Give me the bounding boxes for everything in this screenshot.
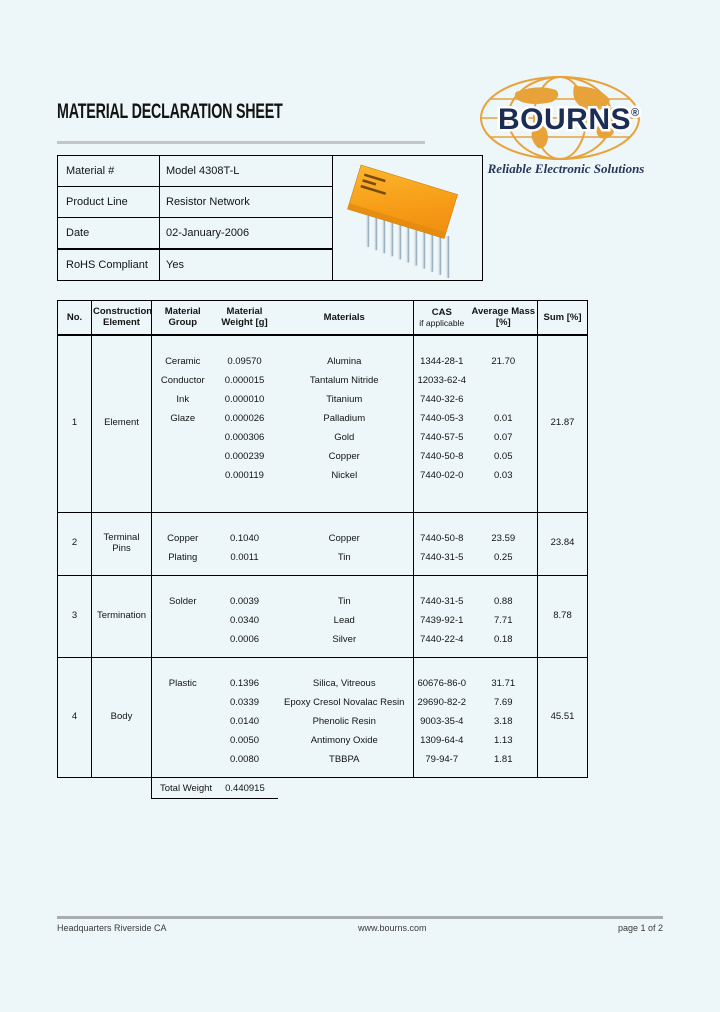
info-value: Yes	[160, 249, 333, 281]
column-header: CAS if applicable	[414, 301, 470, 335]
cas-number: 79-94-7	[425, 753, 459, 765]
material-name: Tantalum Nitride	[276, 372, 414, 391]
material-group: Ceramic	[165, 355, 201, 367]
average-mass: 3.18	[470, 713, 538, 732]
total-weight-row	[151, 778, 278, 799]
info-value: Resistor Network	[160, 187, 333, 218]
column-header: Construction Element	[92, 301, 152, 335]
material-group	[152, 612, 214, 631]
material-name: TBBPA	[276, 751, 414, 770]
material-name: Epoxy Cresol Novalac Resin	[276, 694, 414, 713]
empty-cell	[152, 657, 414, 675]
average-mass: 1.81	[470, 751, 538, 770]
material-weight: 0.0340	[229, 614, 260, 626]
material-group	[152, 448, 214, 467]
section-number: 3	[58, 575, 92, 657]
total-weight-label: Total Weight	[160, 782, 213, 794]
material-group	[152, 467, 214, 486]
total-weight-value: 0.440915	[225, 782, 265, 794]
material-name: Lead	[276, 612, 414, 631]
cas-number: 7439-92-1	[420, 614, 464, 626]
material-group: Plating	[168, 551, 198, 563]
cas-number: 7440-31-5	[420, 595, 464, 607]
section-start-row	[58, 657, 588, 675]
material-group: Copper	[167, 532, 199, 544]
footer-website: www.bourns.com	[357, 923, 427, 933]
empty-cell	[414, 657, 538, 675]
title-divider	[57, 141, 425, 144]
cas-number: 12033-62-4	[417, 374, 467, 386]
info-label: RoHS Compliant	[58, 249, 160, 281]
empty-cell	[152, 568, 414, 576]
section-number: 4	[58, 657, 92, 777]
table-body	[58, 335, 588, 778]
sum-percent: 45.51	[538, 657, 588, 777]
empty-cell	[414, 650, 538, 658]
column-header: Materials	[276, 301, 414, 335]
material-name: Copper	[276, 448, 414, 467]
average-mass: 0.01	[470, 410, 538, 429]
info-value: Model 4308T-L	[160, 156, 333, 187]
average-mass: 7.69	[470, 694, 538, 713]
material-name: Gold	[276, 429, 414, 448]
material-group: Solder	[169, 595, 197, 607]
material-group: Plastic	[168, 677, 197, 689]
material-weight: 0.000306	[224, 431, 265, 443]
average-mass	[470, 372, 538, 391]
material-name: Silica, Vitreous	[276, 675, 414, 694]
bourns-logo	[478, 74, 643, 162]
cas-number: 1309-64-4	[420, 734, 464, 746]
cas-number: 29690-82-2	[417, 696, 467, 708]
cas-number: 9003-35-4	[420, 715, 464, 727]
construction-element: Terminal Pins	[92, 512, 152, 575]
material-group: Ink	[176, 393, 190, 405]
material-weight: 0.09570	[227, 355, 262, 367]
cas-number: 60676-86-0	[417, 677, 467, 689]
product-info-table	[57, 155, 483, 281]
construction-element: Body	[92, 657, 152, 777]
empty-cell	[414, 512, 538, 530]
construction-element: Termination	[92, 575, 152, 657]
average-mass: 7.71	[470, 612, 538, 631]
material-weight: 0.000015	[224, 374, 265, 386]
brand-name-text: BOURNS®	[498, 103, 640, 136]
average-mass: 0.03	[470, 467, 538, 486]
empty-cell	[414, 568, 538, 576]
cas-number: 7440-05-3	[420, 412, 464, 424]
material-group	[152, 751, 214, 770]
material-group: Conductor	[160, 374, 205, 386]
footer-headquarters: Headquarters Riverside CA	[57, 923, 167, 933]
average-mass	[470, 391, 538, 410]
product-info-body	[58, 156, 483, 281]
sum-percent: 21.87	[538, 335, 588, 513]
column-header: Sum [%]	[538, 301, 588, 335]
material-weight: 0.0050	[229, 734, 260, 746]
material-weight: 0.0006	[229, 633, 260, 645]
table-header-row	[58, 301, 588, 335]
material-group	[152, 694, 214, 713]
material-weight: 0.0140	[229, 715, 260, 727]
material-name: Tin	[276, 593, 414, 612]
material-name: Tin	[276, 549, 414, 568]
cas-number: 7440-32-6	[420, 393, 464, 405]
page-title: MATERIAL DECLARATION SHEET	[57, 100, 283, 123]
average-mass: 23.59	[470, 530, 538, 549]
empty-cell	[152, 575, 414, 593]
sum-percent: 8.78	[538, 575, 588, 657]
empty-cell	[152, 486, 414, 513]
info-label: Material #	[58, 156, 160, 187]
material-weight: 0.0080	[229, 753, 260, 765]
material-weight: 0.000239	[224, 450, 265, 462]
column-header: No.	[58, 301, 92, 335]
column-header: Average Mass [%]	[470, 301, 538, 335]
average-mass: 31.71	[470, 675, 538, 694]
average-mass: 21.70	[470, 353, 538, 372]
section-start-row	[58, 575, 588, 593]
product-photo	[334, 157, 482, 279]
material-weight: 0.000026	[224, 412, 265, 424]
material-table	[57, 300, 588, 778]
info-label: Product Line	[58, 187, 160, 218]
average-mass: 0.07	[470, 429, 538, 448]
material-name: Nickel	[276, 467, 414, 486]
empty-cell	[152, 512, 414, 530]
material-weight: 0.0339	[229, 696, 260, 708]
material-name: Silver	[276, 631, 414, 650]
product-photo-cell	[333, 156, 483, 281]
empty-cell	[414, 486, 538, 513]
material-weight: 0.1040	[229, 532, 260, 544]
footer-page-number: page 1 of 2	[617, 923, 663, 933]
section-start-row	[58, 512, 588, 530]
info-label: Date	[58, 218, 160, 250]
construction-element: Element	[92, 335, 152, 513]
footer-divider	[57, 916, 663, 919]
material-weight: 0.1396	[229, 677, 260, 689]
material-name: Phenolic Resin	[276, 713, 414, 732]
section-number: 1	[58, 335, 92, 513]
average-mass: 0.88	[470, 593, 538, 612]
material-name: Alumina	[276, 353, 414, 372]
empty-cell	[152, 770, 414, 778]
material-weight: 0.0039	[229, 595, 260, 607]
average-mass: 0.05	[470, 448, 538, 467]
sum-percent: 23.84	[538, 512, 588, 575]
empty-cell	[414, 335, 538, 353]
material-group	[152, 713, 214, 732]
material-weight: 0.0011	[230, 551, 259, 563]
material-group	[152, 732, 214, 751]
average-mass: 0.18	[470, 631, 538, 650]
material-table-column	[57, 300, 587, 799]
material-weight: 0.000119	[225, 469, 264, 481]
cas-number: 7440-31-5	[420, 551, 464, 563]
cas-number: 7440-57-5	[420, 431, 464, 443]
empty-cell	[414, 770, 538, 778]
section-start-row	[58, 335, 588, 353]
material-group	[152, 631, 214, 650]
globe-icon	[478, 74, 643, 162]
material-name: Copper	[276, 530, 414, 549]
average-mass: 0.25	[470, 549, 538, 568]
material-group	[152, 429, 214, 448]
empty-cell	[414, 575, 538, 593]
info-value: 02-January-2006	[160, 218, 333, 250]
column-header: Material Group	[152, 301, 214, 335]
material-group: Glaze	[170, 412, 196, 424]
footer	[57, 923, 663, 933]
empty-cell	[152, 335, 414, 353]
cas-number: 1344-28-1	[420, 355, 464, 367]
material-name: Antimony Oxide	[276, 732, 414, 751]
material-name: Titanium	[276, 391, 414, 410]
column-header: Material Weight [g]	[214, 301, 276, 335]
info-row	[58, 156, 483, 187]
cas-number: 7440-02-0	[420, 469, 464, 481]
section-number: 2	[58, 512, 92, 575]
material-name: Palladium	[276, 410, 414, 429]
cas-number: 7440-22-4	[420, 633, 464, 645]
brand-tagline: Reliable Electronic Solutions	[487, 161, 645, 176]
empty-cell	[152, 650, 414, 658]
cas-number: 7440-50-8	[420, 450, 464, 462]
cas-number: 7440-50-8	[420, 532, 464, 544]
average-mass: 1.13	[470, 732, 538, 751]
material-weight: 0.000010	[224, 393, 265, 405]
